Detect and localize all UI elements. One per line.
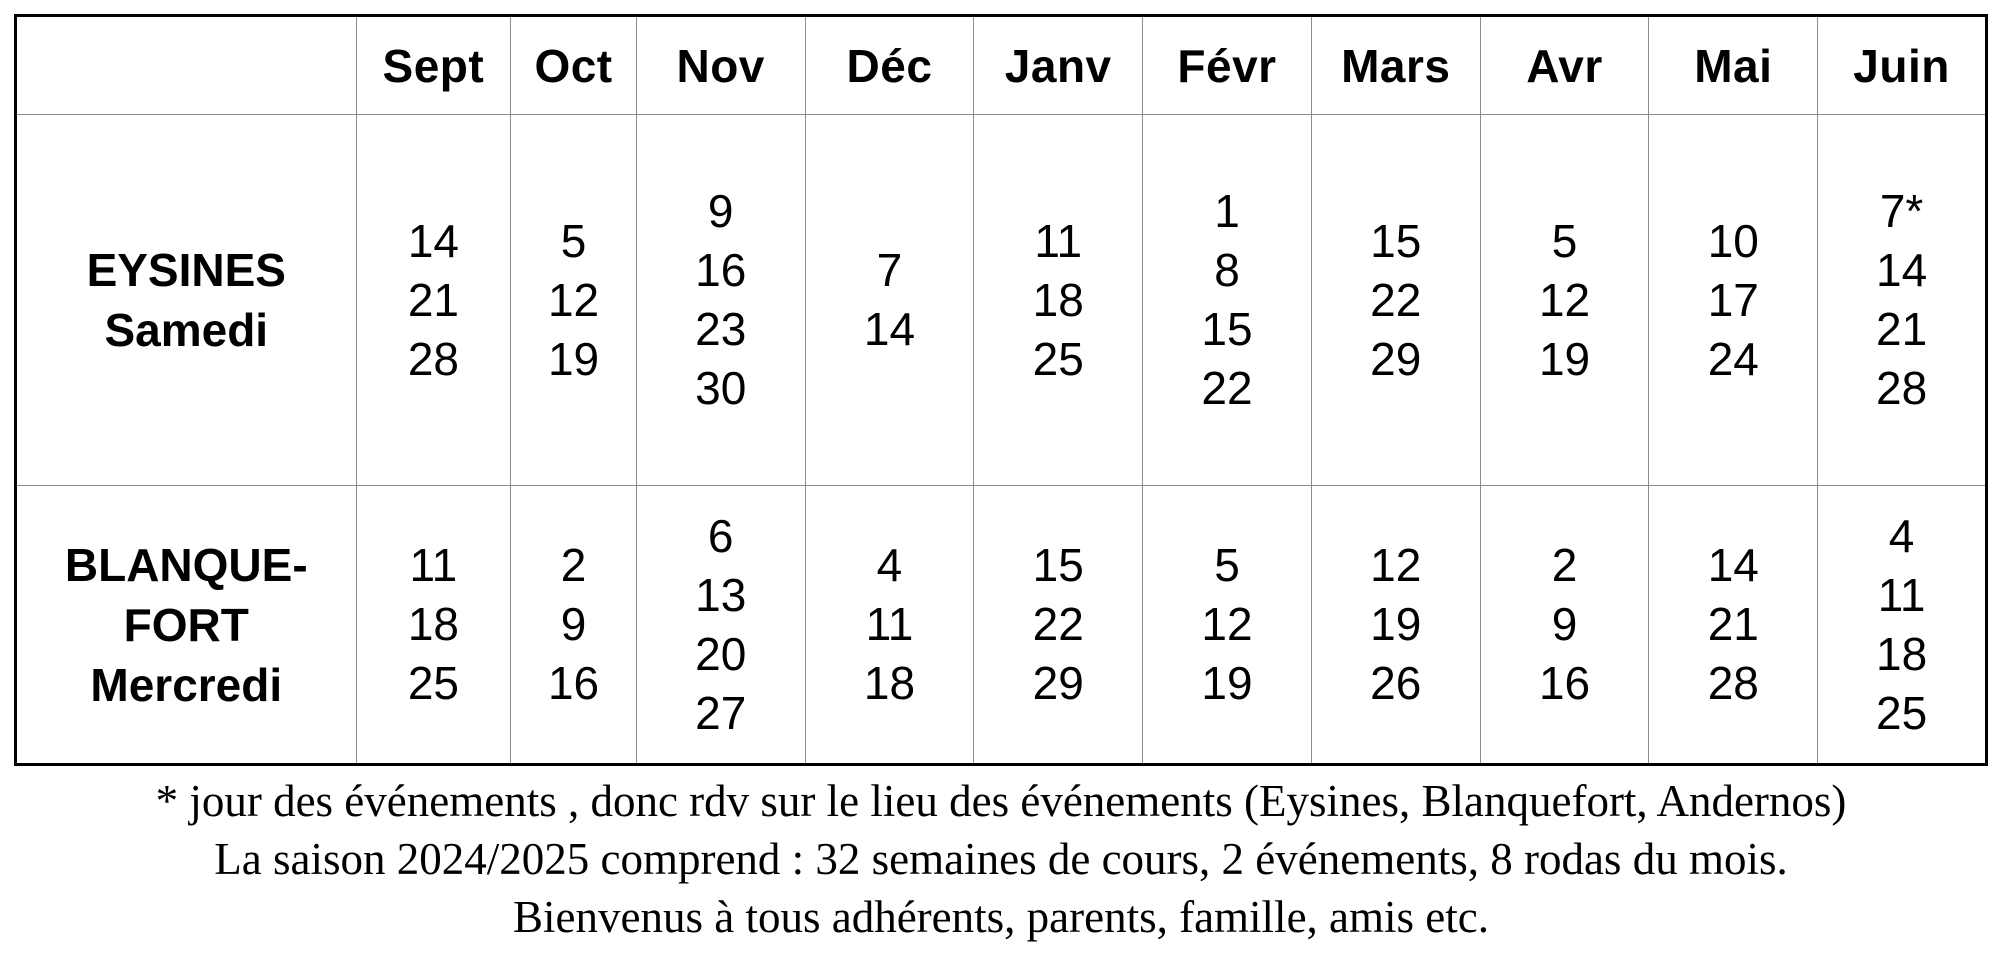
day-number: 21 [1707, 598, 1759, 650]
day-number: 15 [1370, 214, 1422, 267]
eysines-dec-days [805, 115, 974, 486]
day-number: 12 [547, 273, 600, 326]
day-number: 7 [876, 244, 903, 296]
blanquefort-sept-days [356, 486, 511, 765]
month-header-row [16, 16, 1987, 115]
blanquefort-label [16, 486, 357, 765]
footnote-season-summary: La saison 2024/2025 comprend : 32 semaines de cours, 2 événements, 8 rodas du mois. [214, 834, 1788, 884]
day-number: 18 [1876, 627, 1928, 680]
day-number: 23 [695, 303, 747, 355]
day-number: 22 [1370, 273, 1422, 326]
month-header-dec: Déc [805, 16, 974, 115]
blanquefort-janv-days [974, 486, 1143, 765]
eysines-sept-days [356, 115, 511, 486]
day-number: 4 [1888, 509, 1915, 562]
eysines-nov-days [636, 115, 805, 486]
day-number: 13 [695, 568, 747, 621]
blanquefort-oct-days [511, 486, 637, 765]
day-number: 14 [407, 214, 459, 267]
day-number: 19 [1201, 657, 1253, 709]
day-number: 7* [1879, 185, 1924, 237]
month-header-fevr: Févr [1143, 16, 1312, 115]
eysines-mai-days [1649, 115, 1818, 486]
day-number: 28 [407, 332, 459, 385]
day-number: 16 [1538, 657, 1591, 709]
day-number: 2 [1551, 539, 1578, 591]
day-number: 20 [695, 627, 747, 680]
month-header-nov: Nov [636, 16, 805, 115]
day-number: 12 [1201, 598, 1253, 650]
day-number: 6 [707, 509, 734, 562]
day-number: 19 [1538, 332, 1591, 385]
day-number: 27 [695, 686, 747, 739]
corner-cell [16, 16, 357, 115]
blanquefort-fevr-days [1143, 486, 1312, 765]
row-label-line: Samedi [104, 304, 269, 356]
day-number: 28 [1876, 362, 1928, 414]
day-number: 2 [560, 539, 587, 591]
day-number: 5 [1214, 539, 1240, 591]
row-label-line: EYSINES [86, 244, 286, 296]
eysines-janv-days [974, 115, 1143, 486]
day-number: 15 [1032, 539, 1084, 591]
day-number: 21 [1876, 303, 1928, 355]
day-number: 12 [1370, 539, 1422, 591]
day-number: 11 [1034, 214, 1083, 267]
day-number: 25 [407, 657, 459, 709]
eysines-juin-days [1818, 115, 1987, 486]
blanquefort-row [16, 486, 1987, 765]
day-number: 14 [1707, 539, 1759, 591]
day-number: 9 [1551, 598, 1578, 650]
day-number: 17 [1707, 273, 1759, 326]
schedule-table [14, 14, 1988, 766]
month-header-mars: Mars [1311, 16, 1480, 115]
blanquefort-mai-days [1649, 486, 1818, 765]
day-number: 25 [1032, 332, 1084, 385]
footnote-events: * jour des événements , donc rdv sur le lieu des événements (Eysines, Blanquefort, Andernos) [155, 776, 1847, 826]
day-number: 19 [1370, 598, 1422, 650]
day-number: 22 [1201, 362, 1253, 414]
day-number: 11 [1877, 568, 1926, 621]
day-number: 26 [1370, 657, 1422, 709]
day-number: 5 [1551, 214, 1578, 267]
month-header-juin: Juin [1818, 16, 1987, 115]
eysines-mars-days [1311, 115, 1480, 486]
day-number: 5 [560, 214, 587, 267]
day-number: 14 [863, 303, 916, 355]
footnote-welcome: Bienvenus à tous adhérents, parents, famille, amis etc. [513, 892, 1489, 942]
day-number: 14 [1876, 244, 1928, 296]
blanquefort-mars-days [1311, 486, 1480, 765]
row-label-line: Mercredi [90, 658, 283, 711]
day-number: 9 [560, 598, 587, 650]
blanquefort-nov-days [636, 486, 805, 765]
blanquefort-dec-days [805, 486, 974, 765]
day-number: 18 [407, 598, 459, 650]
eysines-avr-days [1480, 115, 1649, 486]
day-number: 9 [707, 185, 734, 237]
month-header-sept: Sept [356, 16, 511, 115]
day-number: 11 [865, 598, 914, 650]
day-number: 4 [876, 539, 903, 591]
day-number: 28 [1707, 657, 1759, 709]
day-number: 21 [407, 273, 459, 326]
day-number: 19 [547, 332, 600, 385]
eysines-row [16, 115, 1987, 486]
day-number: 1 [1214, 185, 1240, 237]
row-label-line: FORT [123, 598, 249, 651]
day-number: 18 [863, 657, 916, 709]
day-number: 15 [1201, 303, 1253, 355]
day-number: 12 [1538, 273, 1591, 326]
day-number: 29 [1370, 332, 1422, 385]
month-header-oct: Oct [511, 16, 637, 115]
day-number: 8 [1214, 244, 1240, 296]
day-number: 29 [1032, 657, 1084, 709]
eysines-oct-days [511, 115, 637, 486]
day-number: 16 [695, 244, 747, 296]
blanquefort-juin-days [1818, 486, 1987, 765]
row-label-line: BLANQUE- [64, 538, 308, 591]
footnotes [0, 772, 2002, 946]
month-header-avr: Avr [1480, 16, 1649, 115]
day-number: 30 [695, 362, 747, 414]
blanquefort-avr-days [1480, 486, 1649, 765]
eysines-label [16, 115, 357, 486]
day-number: 24 [1707, 332, 1759, 385]
day-number: 16 [547, 657, 600, 709]
day-number: 10 [1707, 214, 1759, 267]
day-number: 18 [1032, 273, 1084, 326]
month-header-mai: Mai [1649, 16, 1818, 115]
day-number: 22 [1032, 598, 1084, 650]
day-number: 25 [1876, 686, 1928, 739]
month-header-janv: Janv [974, 16, 1143, 115]
eysines-fevr-days [1143, 115, 1312, 486]
day-number: 11 [409, 539, 458, 591]
